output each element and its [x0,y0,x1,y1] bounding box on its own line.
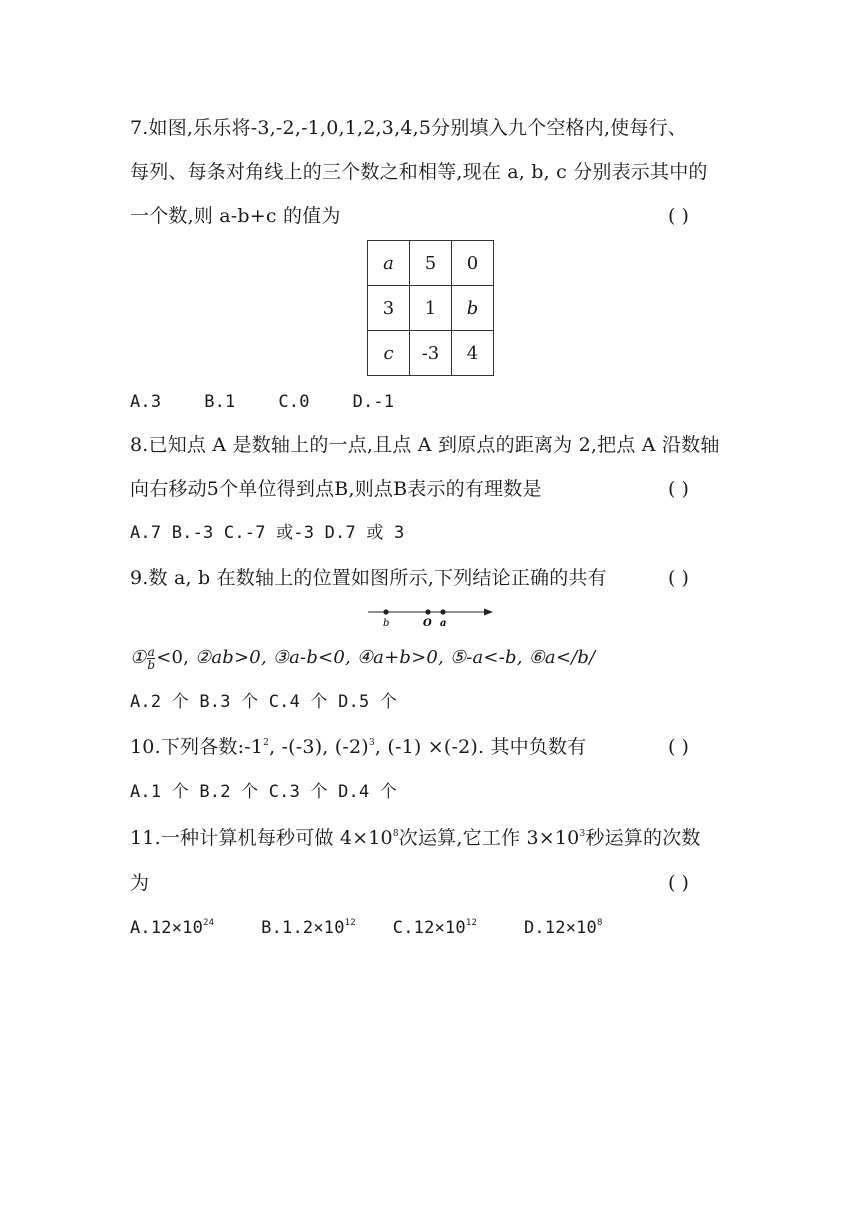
q8-text-line2: 向右移动5个单位得到点B,则点B表示的有理数是 [130,478,542,500]
fraction-denominator: b [147,657,156,672]
option-exponent: 24 [203,918,215,928]
q10-options: A.1 个 B.2 个 C.3 个 D.4 个 [130,782,398,802]
axis-label-o: O [423,618,432,629]
grid-cell: a [368,241,410,286]
option-text: A.12×10 [130,918,204,938]
q10-part-c: , (-1) ×(-2). 其中负数有 [374,736,587,758]
q9-answer-blank: ( ) [668,567,689,589]
q9-stmts-rest: ②ab>0, ③a-b<0, ④a+b>0, ⑤-a<-b, ⑥a</b/ [195,647,596,668]
q11-option-b [261,918,356,938]
q7-option-a: A.3 [130,392,162,412]
arrow-right-icon [484,609,493,616]
q11-option-d [524,918,603,938]
grid-cell: b [452,286,494,331]
q11-text-line1 [130,825,701,851]
q9-statements [130,645,595,671]
q7-answer-blank: ( ) [668,205,689,227]
q11-part-b: 次运算,它工作 3×10 [398,827,580,849]
point-a [440,609,445,614]
q7-option-b: B.1 [204,392,236,412]
q10-part-a: 10.下列各数:-1 [130,736,264,758]
q10-exp-1: 2 [263,738,270,748]
q8-options: A.7 B.-3 C.-7 或-3 D.7 或 3 [130,523,405,543]
fraction-numerator: a [147,644,155,659]
grid-cell: 3 [368,286,410,331]
q10-exp-2: 3 [368,738,375,748]
q11-part-a: 11.一种计算机每秒可做 4×10 [130,827,393,849]
axis-label-b: b [383,618,390,629]
q10-part-b: , -(-3), (-2) [269,736,369,758]
grid-cell: c [368,331,410,376]
option-exponent: 8 [597,918,603,928]
q8-text-line1: 8.已知点 A 是数轴上的一点,且点 A 到原点的距离为 2,把点 A 沿数轴 [130,434,720,456]
q9-text-line1: 9.数 a, b 在数轴上的位置如图所示,下列结论正确的共有 [130,567,607,589]
option-exponent: 12 [465,918,478,928]
q11-exp-1: 8 [392,829,399,839]
point-origin [425,609,430,614]
q8-answer-blank: ( ) [668,478,689,500]
grid-cell: 0 [452,241,494,286]
grid-cell: 1 [410,286,452,331]
q11-option-c [393,918,477,938]
q9-stmt1-rest: <0, [156,647,190,668]
q9-options: A.2 个 B.3 个 C.4 个 D.5 个 [130,692,398,712]
grid-cell: 4 [452,331,494,376]
q7-text-line2: 每列、每条对角线上的三个数之和相等,现在 a, b, c 分别表示其中的 [130,161,708,183]
q7-text-line3: 一个数,则 a-b+c 的值为 [130,205,341,227]
axis-label-a: a [440,618,447,629]
q7-text-line1: 7.如图,乐乐将-3,-2,-1,0,1,2,3,4,5分别填入九个空格内,使每行、 [130,117,687,139]
q11-option-a [130,918,214,938]
q11-answer-blank: ( ) [668,872,689,894]
q11-exp-2: 3 [579,829,586,839]
q7-options [130,389,394,415]
q10-text-line1 [130,734,586,760]
q7-magic-square [367,240,494,376]
option-text: B.1.2×10 [261,918,345,938]
grid-cell: -3 [410,331,452,376]
q7-option-d: D.-1 [352,392,395,412]
q11-text-line2: 为 [130,872,150,894]
q11-part-c: 秒运算的次数 [585,827,701,849]
q11-options [130,915,603,941]
q9-number-line [366,603,496,629]
q9-stmt1-marker: ① [130,647,147,668]
q7-option-c: C.0 [278,392,310,412]
option-text: D.12×10 [523,918,597,938]
q10-answer-blank: ( ) [668,736,689,758]
option-text: C.12×10 [392,918,466,938]
option-exponent: 12 [344,918,356,928]
q9-fraction [147,646,155,671]
point-b [383,609,388,614]
grid-cell: 5 [410,241,452,286]
